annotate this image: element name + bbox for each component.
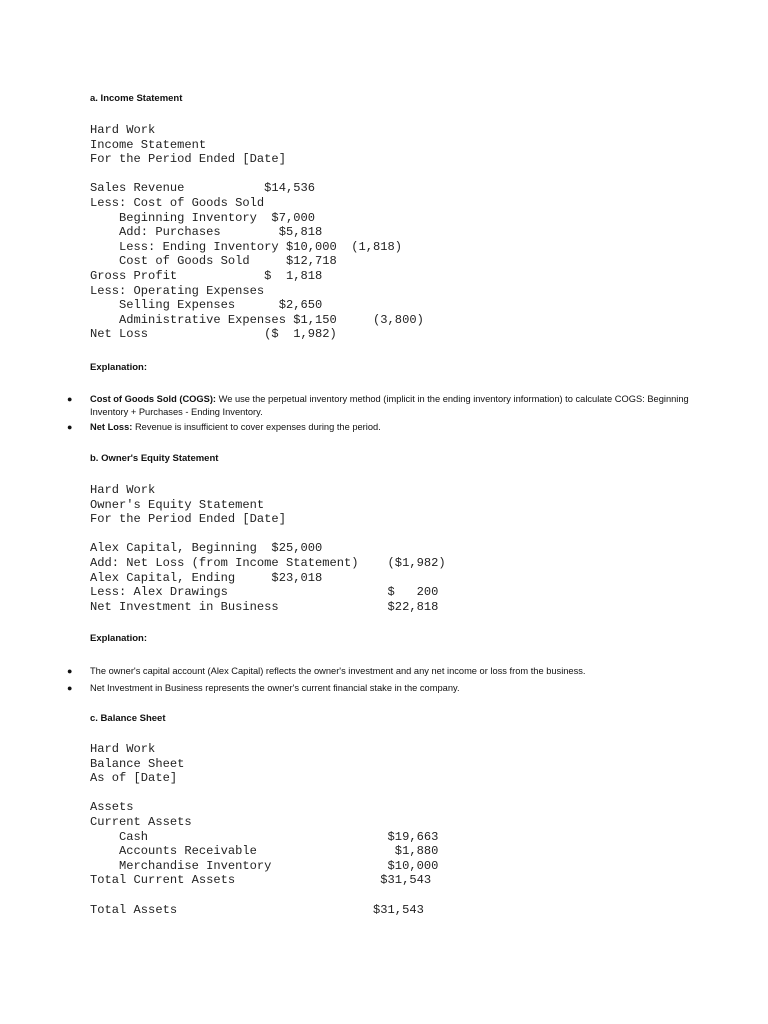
bullet-dot-icon: ● bbox=[67, 422, 73, 432]
equity-explanation-heading: Explanation: bbox=[90, 633, 148, 644]
equity-statement-heading: b. Owner's Equity Statement bbox=[90, 453, 219, 464]
bullet-owner-capital-text: The owner's capital account (Alex Capital) reflects the owner's investment and any net income or loss from the business. bbox=[90, 666, 586, 676]
equity-statement-block: Hard Work Owner's Equity Statement For the Period Ended [Date] Alex Capital, Beginning $25,000 Add: Net Loss (from Income Statement) ($1,982) Alex Capital, Ending $23,018 Less: Alex Drawings $ 200 Net Investment in Business $22,818 bbox=[90, 483, 446, 614]
bullet-net-loss-term: Net Loss: bbox=[90, 422, 133, 432]
bullet-net-investment-text: Net Investment in Business represents the owner's current financial stake in the company. bbox=[90, 683, 460, 693]
bullet-net-loss-text: Revenue is insufficient to cover expenses during the period. bbox=[132, 422, 381, 432]
bullet-dot-icon: ● bbox=[67, 683, 73, 693]
balance-sheet-block: Hard Work Balance Sheet As of [Date] Assets Current Assets Cash $19,663 Accounts Receivable $1,880 Merchandise Inventory $10,000 Total Current Assets $31,543 Total Assets $31,543 bbox=[90, 742, 439, 917]
income-statement-heading: a. Income Statement bbox=[90, 93, 183, 104]
income-statement-block: Hard Work Income Statement For the Period Ended [Date] Sales Revenue $14,536 Less: Cost of Goods Sold Beginning Inventory $7,000 Add: Purchases $5,818 Less: Ending Inventory $10,000 (1,818) Cost of Goods Sold $12,718 Gross Profit $ 1,818 Less: Operating Expenses Selling Expenses $2,650 Administrative Expenses $1,150 (3,800) Net Loss ($ 1,982) bbox=[90, 123, 424, 342]
bullet-cogs bbox=[67, 393, 690, 420]
bullet-net-loss bbox=[67, 421, 690, 434]
bullet-cogs-text: We use the perpetual inventory method (implicit in the ending inventory information) to calculate COGS: Beginning Inventory + Purchases - Ending Inventory. bbox=[90, 394, 689, 418]
balance-sheet-heading: c. Balance Sheet bbox=[90, 713, 166, 724]
bullet-dot-icon: ● bbox=[67, 394, 73, 404]
bullet-cogs-term: Cost of Goods Sold (COGS): bbox=[90, 394, 217, 404]
income-explanation-heading: Explanation: bbox=[90, 362, 148, 373]
bullet-net-investment bbox=[67, 682, 690, 695]
bullet-dot-icon: ● bbox=[67, 666, 73, 676]
bullet-owner-capital bbox=[67, 665, 690, 678]
